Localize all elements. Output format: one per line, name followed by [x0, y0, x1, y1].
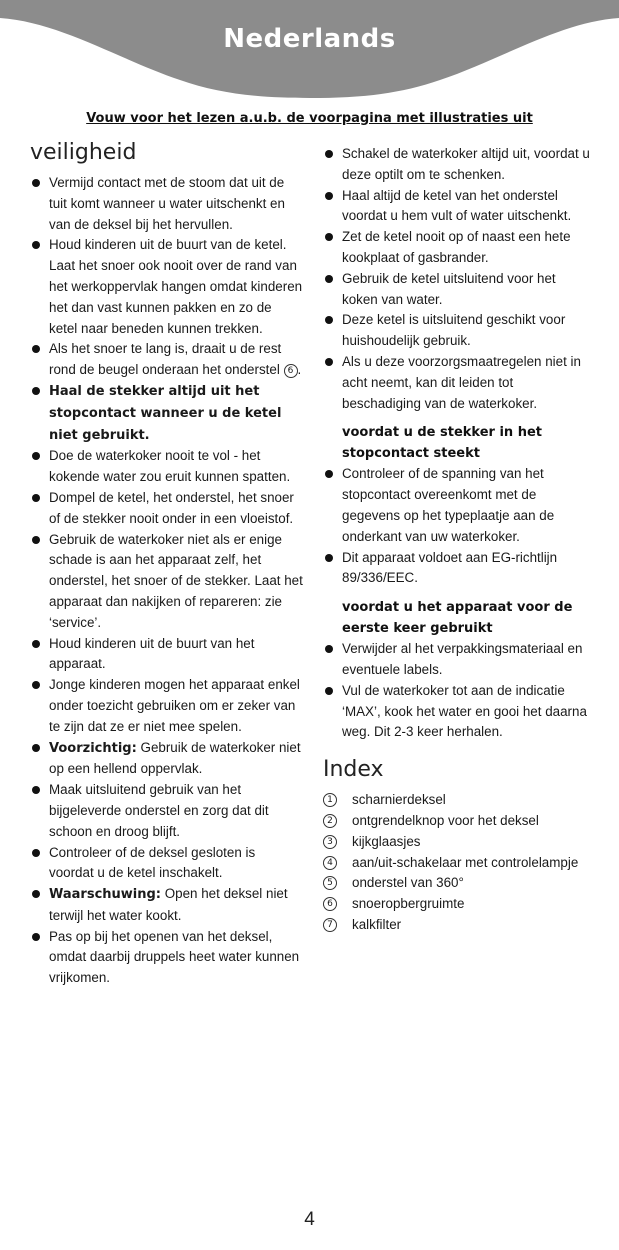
list-item: Zet de ketel nooit op of naast een hete kookplaat of gasbrander.: [323, 227, 593, 269]
list-item: Als u deze voorzorgsmaatregelen niet in acht neemt, kan dit leiden tot beschadiging van de waterkoker.: [323, 352, 593, 414]
list-item: Haal de stekker altijd uit het stopcontact wanneer u de ketel niet gebruikt.: [30, 381, 303, 446]
caution-label: Voorzichtig:: [49, 740, 137, 756]
list-item: Gebruik de ketel uitsluitend voor het koken van water.: [323, 269, 593, 311]
index-item: 2 ontgrendelknop voor het deksel: [323, 811, 593, 832]
first-use-list: [323, 639, 593, 743]
fold-instruction: Vouw voor het lezen a.u.b. de voorpagina met illustraties uit: [86, 111, 533, 126]
index-item: 6 snoeropbergruimte: [323, 894, 593, 915]
list-item: Controleer of de deksel gesloten is voordat u de ketel inschakelt.: [30, 843, 303, 885]
number-circle-icon: 5: [323, 876, 337, 890]
list-item: Maak uitsluitend gebruik van het bijgeleverde onderstel en zorg dat dit schoon en droog blijft.: [30, 780, 303, 842]
list-item: Houd kinderen uit de buurt van het apparaat.: [30, 634, 303, 676]
number-circle-icon: 3: [323, 835, 337, 849]
safety-list-continued: [323, 144, 593, 414]
list-item: Dit apparaat voldoet aan EG-richtlijn 89/336/EEC.: [323, 548, 593, 590]
list-item: Houd kinderen uit de buurt van de ketel. Laat het snoer ook nooit over de rand van het werkoppervlak hangen omdat kinderen het dan vast kunnen pakken en zo de ketel naar beneden kunnen trekken.: [30, 235, 303, 339]
number-circle-icon: 1: [323, 793, 337, 807]
list-item: Jonge kinderen mogen het apparaat enkel onder toezicht gebruiken om er zeker van te zijn dat ze er niet mee spelen.: [30, 675, 303, 737]
warning-label: Waarschuwing:: [49, 887, 162, 903]
index-heading: Index: [323, 757, 384, 783]
number-circle-icon: 7: [323, 918, 337, 932]
list-item: Haal altijd de ketel van het onderstel voordat u hem vult of water uitschenkt.: [323, 186, 593, 228]
safety-heading: veiligheid: [30, 140, 137, 165]
number-circle-icon: 6: [323, 897, 337, 911]
index-item: 7 kalkfilter: [323, 915, 593, 936]
before-plug-list: [323, 464, 593, 589]
list-item: Als het snoer te lang is, draait u de rest rond de beugel onderaan het onderstel 6 .: [30, 339, 303, 381]
index-item: 1 scharnierdeksel: [323, 790, 593, 811]
list-item: Doe de waterkoker nooit te vol - het kokende water zou eruit kunnen spatten.: [30, 446, 303, 488]
list-item: Dompel de ketel, het onderstel, het snoer of de stekker nooit onder in een vloeistof.: [30, 488, 303, 530]
list-item: Verwijder al het verpakkingsmateriaal en eventuele labels.: [323, 639, 593, 681]
list-item: Controleer of de spanning van het stopcontact overeenkomt met de gegevens op het typeplaatje aan de onderkant van uw waterkoker.: [323, 464, 593, 547]
number-circle-icon: 4: [323, 856, 337, 870]
list-item: Voorzichtig: Gebruik de waterkoker niet op een hellend oppervlak.: [30, 738, 303, 781]
before-plug-heading: voordat u de stekker in het stopcontact steekt: [342, 425, 542, 462]
number-circle-icon: 2: [323, 814, 337, 828]
list-item: Vermijd contact met de stoom dat uit de tuit komt wanneer u water uitschenkt en van de deksel bij het hervullen.: [30, 173, 303, 235]
right-column: [323, 144, 593, 936]
page-number: 4: [304, 1209, 315, 1230]
index-item: 3 kijkglaasjes: [323, 832, 593, 853]
list-item: Deze ketel is uitsluitend geschikt voor huishoudelijk gebruik.: [323, 310, 593, 352]
list-item: Vul de waterkoker tot aan de indicatie ‘MAX’, kook het water en gooi het daarna weg. Dit 2-3 keer herhalen.: [323, 681, 593, 743]
safety-list: [30, 173, 303, 989]
index-item: 5 onderstel van 360°: [323, 873, 593, 894]
list-item: Gebruik de waterkoker niet als er enige schade is aan het apparaat zelf, het onderstel, het snoer of de stekker. Laat het apparaat dan nakijken of repareren: zie ‘service’.: [30, 530, 303, 634]
index-list: [323, 790, 593, 936]
first-use-heading: voordat u het apparaat voor de eerste keer gebruikt: [342, 600, 573, 637]
language-title: Nederlands: [223, 24, 396, 54]
index-item: 4 aan/uit-schakelaar met controlelampje: [323, 853, 593, 874]
list-item: Waarschuwing: Open het deksel niet terwijl het water kookt.: [30, 884, 303, 927]
ref-number-icon: 6: [284, 364, 298, 378]
list-item: Pas op bij het openen van het deksel, omdat daarbij druppels heet water kunnen vrijkomen.: [30, 927, 303, 989]
list-item: Schakel de waterkoker altijd uit, voordat u deze optilt om te schenken.: [323, 144, 593, 186]
left-column: [30, 140, 303, 989]
